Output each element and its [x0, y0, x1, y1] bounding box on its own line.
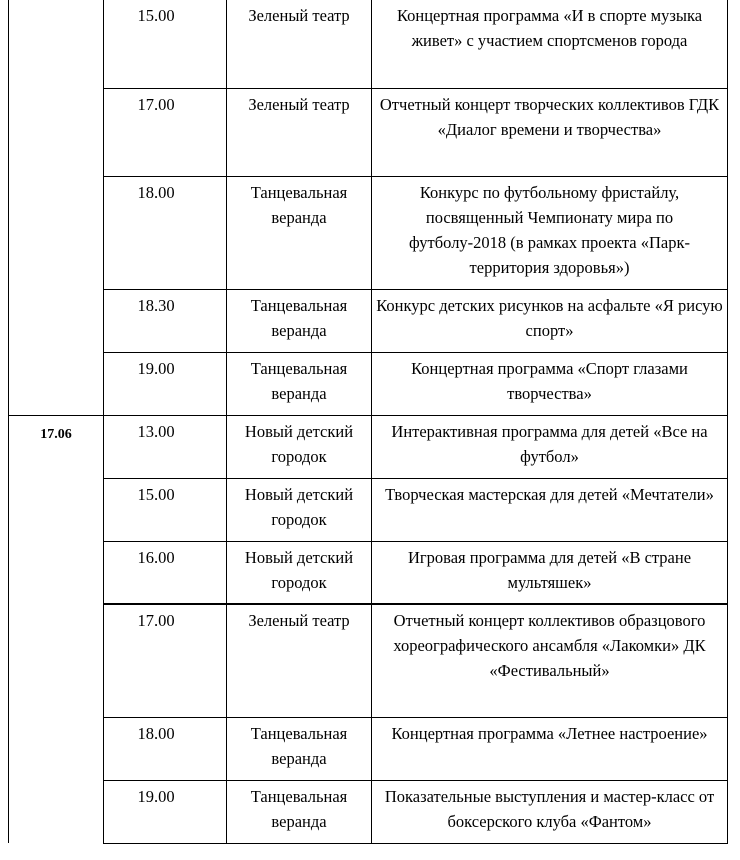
event-cell: Отчетный концерт коллективов образцового хореографического ансамбля «Лакомки» ДК «Фестивальный»	[372, 604, 728, 717]
place-cell: Танцевальная веранда	[227, 717, 372, 780]
event-cell: Творческая мастерская для детей «Мечтатели»	[372, 478, 728, 541]
date-cell	[9, 0, 104, 88]
place-cell: Зеленый театр	[227, 88, 372, 176]
date-cell	[9, 478, 104, 541]
table-row	[9, 88, 728, 176]
event-cell: Интерактивная программа для детей «Все на футбол»	[372, 415, 728, 478]
event-cell: Отчетный концерт творческих коллективов ГДК «Диалог времени и творчества»	[372, 88, 728, 176]
place-cell: Новый детский городок	[227, 415, 372, 478]
date-cell	[9, 541, 104, 604]
table-row	[9, 478, 728, 541]
table-row	[9, 176, 728, 289]
date-cell	[9, 176, 104, 289]
table-row	[9, 541, 728, 604]
date-cell	[9, 289, 104, 352]
place-cell: Новый детский городок	[227, 478, 372, 541]
table-row	[9, 717, 728, 780]
time-cell: 18.00	[104, 176, 227, 289]
date-cell	[9, 717, 104, 780]
schedule-table	[8, 0, 728, 844]
time-cell: 15.00	[104, 0, 227, 88]
date-cell	[9, 780, 104, 843]
time-cell: 15.00	[104, 478, 227, 541]
place-cell: Зеленый театр	[227, 0, 372, 88]
table-row	[9, 352, 728, 415]
place-cell: Танцевальная веранда	[227, 352, 372, 415]
event-cell: Конкурс детских рисунков на асфальте «Я рисую спорт»	[372, 289, 728, 352]
event-cell: Показательные выступления и мастер-класс от боксерского клуба «Фантом»	[372, 780, 728, 843]
time-cell: 17.00	[104, 604, 227, 717]
table-row	[9, 415, 728, 478]
table-row	[9, 604, 728, 717]
time-cell: 16.00	[104, 541, 227, 604]
place-cell: Зеленый театр	[227, 604, 372, 717]
date-cell	[9, 604, 104, 717]
event-cell: Концертная программа «Спорт глазами творчества»	[372, 352, 728, 415]
time-cell: 18.00	[104, 717, 227, 780]
time-cell: 19.00	[104, 352, 227, 415]
time-cell: 19.00	[104, 780, 227, 843]
time-cell: 18.30	[104, 289, 227, 352]
event-cell: Игровая программа для детей «В стране мультяшек»	[372, 541, 728, 604]
place-cell: Танцевальная веранда	[227, 176, 372, 289]
place-cell: Новый детский городок	[227, 541, 372, 604]
table-row	[9, 289, 728, 352]
table-row	[9, 780, 728, 843]
date-cell: 17.06	[9, 415, 104, 478]
time-cell: 13.00	[104, 415, 227, 478]
event-cell: Концертная программа «И в спорте музыка живет» с участием спортсменов города	[372, 0, 728, 88]
time-cell: 17.00	[104, 88, 227, 176]
event-cell: Конкурс по футбольному фристайлу, посвященный Чемпионату мира по футболу-2018 (в рамках проекта «Парк-территория здоровья»)	[372, 176, 728, 289]
table-row	[9, 0, 728, 88]
date-cell	[9, 88, 104, 176]
place-cell: Танцевальная веранда	[227, 289, 372, 352]
place-cell: Танцевальная веранда	[227, 780, 372, 843]
event-cell: Концертная программа «Летнее настроение»	[372, 717, 728, 780]
date-cell	[9, 352, 104, 415]
